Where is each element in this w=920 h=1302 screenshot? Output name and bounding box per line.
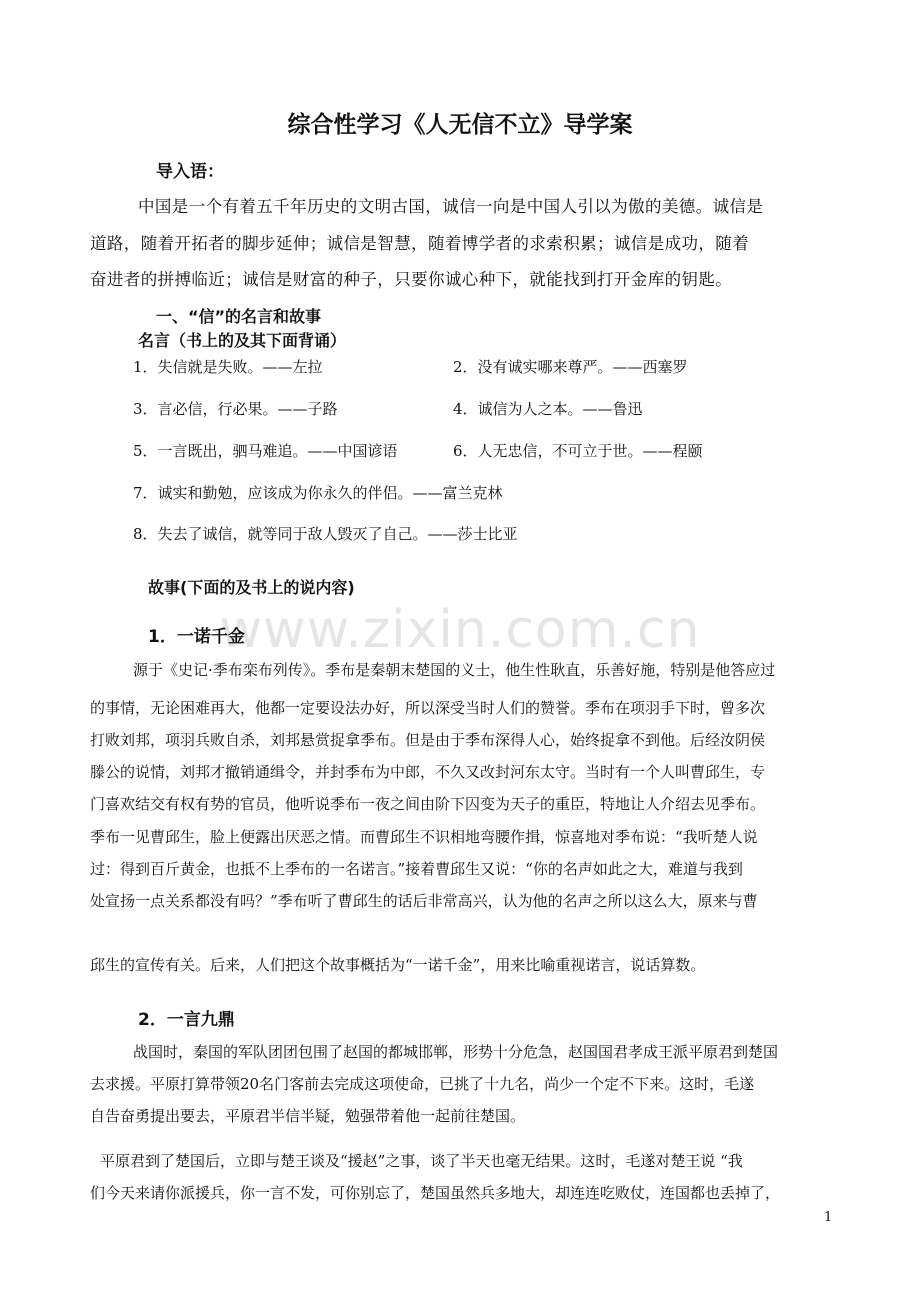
quote-item: 8．失去了诚信，就等同于敌人毁灭了自己。——莎士比亚 xyxy=(133,525,518,543)
story2-line: 去求援。平原打算带领20名门客前去完成这项使命，已挑了十九名，尚少一个定不下来。这时，毛遂 xyxy=(90,1075,755,1093)
story2-line: 战国时，秦国的军队团团包围了赵国的都城邯郸，形势十分危急，赵国国君孝成王派平原君到楚国 xyxy=(133,1043,779,1061)
stories-heading: 故事(下面的及书上的说内容) xyxy=(148,578,355,597)
story1-line: 打败刘邦，项羽兵败自杀，刘邦悬赏捉拿季布。但是由于季布深得人心，始终捉拿不到他。后经汝阴侯 xyxy=(90,731,766,749)
quote-item: 7．诚实和勤勉，应该成为你永久的伴侣。——富兰克林 xyxy=(133,484,503,502)
story1-line: 滕公的说情，刘邦才撤销通缉令，并封季布为中郎，不久又改封河东太守。当时有一个人叫曹邱生，专 xyxy=(90,763,766,781)
quote-item: 5．一言既出，驷马难追。——中国谚语 xyxy=(133,442,398,460)
quote-item: 2．没有诚实哪来尊严。——西塞罗 xyxy=(453,358,688,376)
story1-line: 季布一见曹邱生，脸上便露出厌恶之情。而曹邱生不识相地弯腰作揖，惊喜地对季布说：“我听楚人说 xyxy=(90,828,758,846)
story1-line: 门喜欢结交有权有势的官员，他听说季布一夜之间由阶下囚变为天子的重臣，特地让人介绍去见季布。 xyxy=(90,795,766,813)
story1-line: 处宣扬一点关系都没有吗？”季布听了曹邱生的话后非常高兴，认为他的名声之所以这么大，原来与曹 xyxy=(90,892,758,910)
story2-line: 自告奋勇提出要去，平原君半信半疑，勉强带着他一起前往楚国。 xyxy=(90,1107,526,1125)
quote-item: 1．失信就是失败。——左拉 xyxy=(133,358,323,376)
story1-line: 源于《史记·季布栾布列传》。季布是秦朝末楚国的义士，他生性耿直，乐善好施，特别是他答应过 xyxy=(133,661,776,679)
quote-item: 6．人无忠信，不可立于世。——程颐 xyxy=(453,442,703,460)
story1-title: 1．一诺千金 xyxy=(148,627,245,647)
story2-line: 们今天来请你派援兵，你一言不发，可你别忘了，楚国虽然兵多地大，却连连吃败仗，连国都也丢掉了， xyxy=(90,1184,781,1202)
watermark: www.zixin.com.cn xyxy=(219,600,701,660)
section1-heading: 一、“信”的名言和故事 xyxy=(156,307,322,326)
intro-line: 道路，随着开拓者的脚步延伸；诚信是智慧，随着博学者的求索积累；诚信是成功，随着 xyxy=(90,234,750,253)
intro-line: 中国是一个有着五千年历史的文明古国，诚信一向是中国人引以为傲的美德。诚信是 xyxy=(138,197,764,216)
intro-line: 奋进者的拼搏临近；诚信是财富的种子，只要你诚心种下，就能找到打开金库的钥匙。 xyxy=(90,270,733,289)
story1-line: 的事情，无论困难再大，他都一定要设法办好，所以深受当时人们的赞誉。季布在项羽手下时，曾多次 xyxy=(90,699,766,717)
story1-line: 过：得到百斤黄金，也抵不上季布的一名诺言。”接着曹邱生又说：“你的名声如此之大，难道与我到 xyxy=(90,860,743,878)
story2-title: 2．一言九鼎 xyxy=(138,1010,235,1030)
quote-item: 3．言必信，行必果。——子路 xyxy=(133,400,338,418)
sayings-heading: 名言（书上的及其下面背诵） xyxy=(138,331,347,350)
story2-line: 平原君到了楚国后，立即与楚王谈及“援赵”之事，谈了半天也毫无结果。这时，毛遂对楚王说 “我 xyxy=(100,1152,743,1170)
intro-heading: 导入语： xyxy=(156,162,224,182)
page-number: 1 xyxy=(824,1210,833,1225)
story1-line: 邱生的宣传有关。后来，人们把这个故事概括为“一诺千金”，用来比喻重视诺言，说话算数。 xyxy=(90,956,706,974)
document-title: 综合性学习《人无信不立》导学案 xyxy=(287,112,633,138)
quote-item: 4．诚信为人之本。——鲁迅 xyxy=(453,400,643,418)
